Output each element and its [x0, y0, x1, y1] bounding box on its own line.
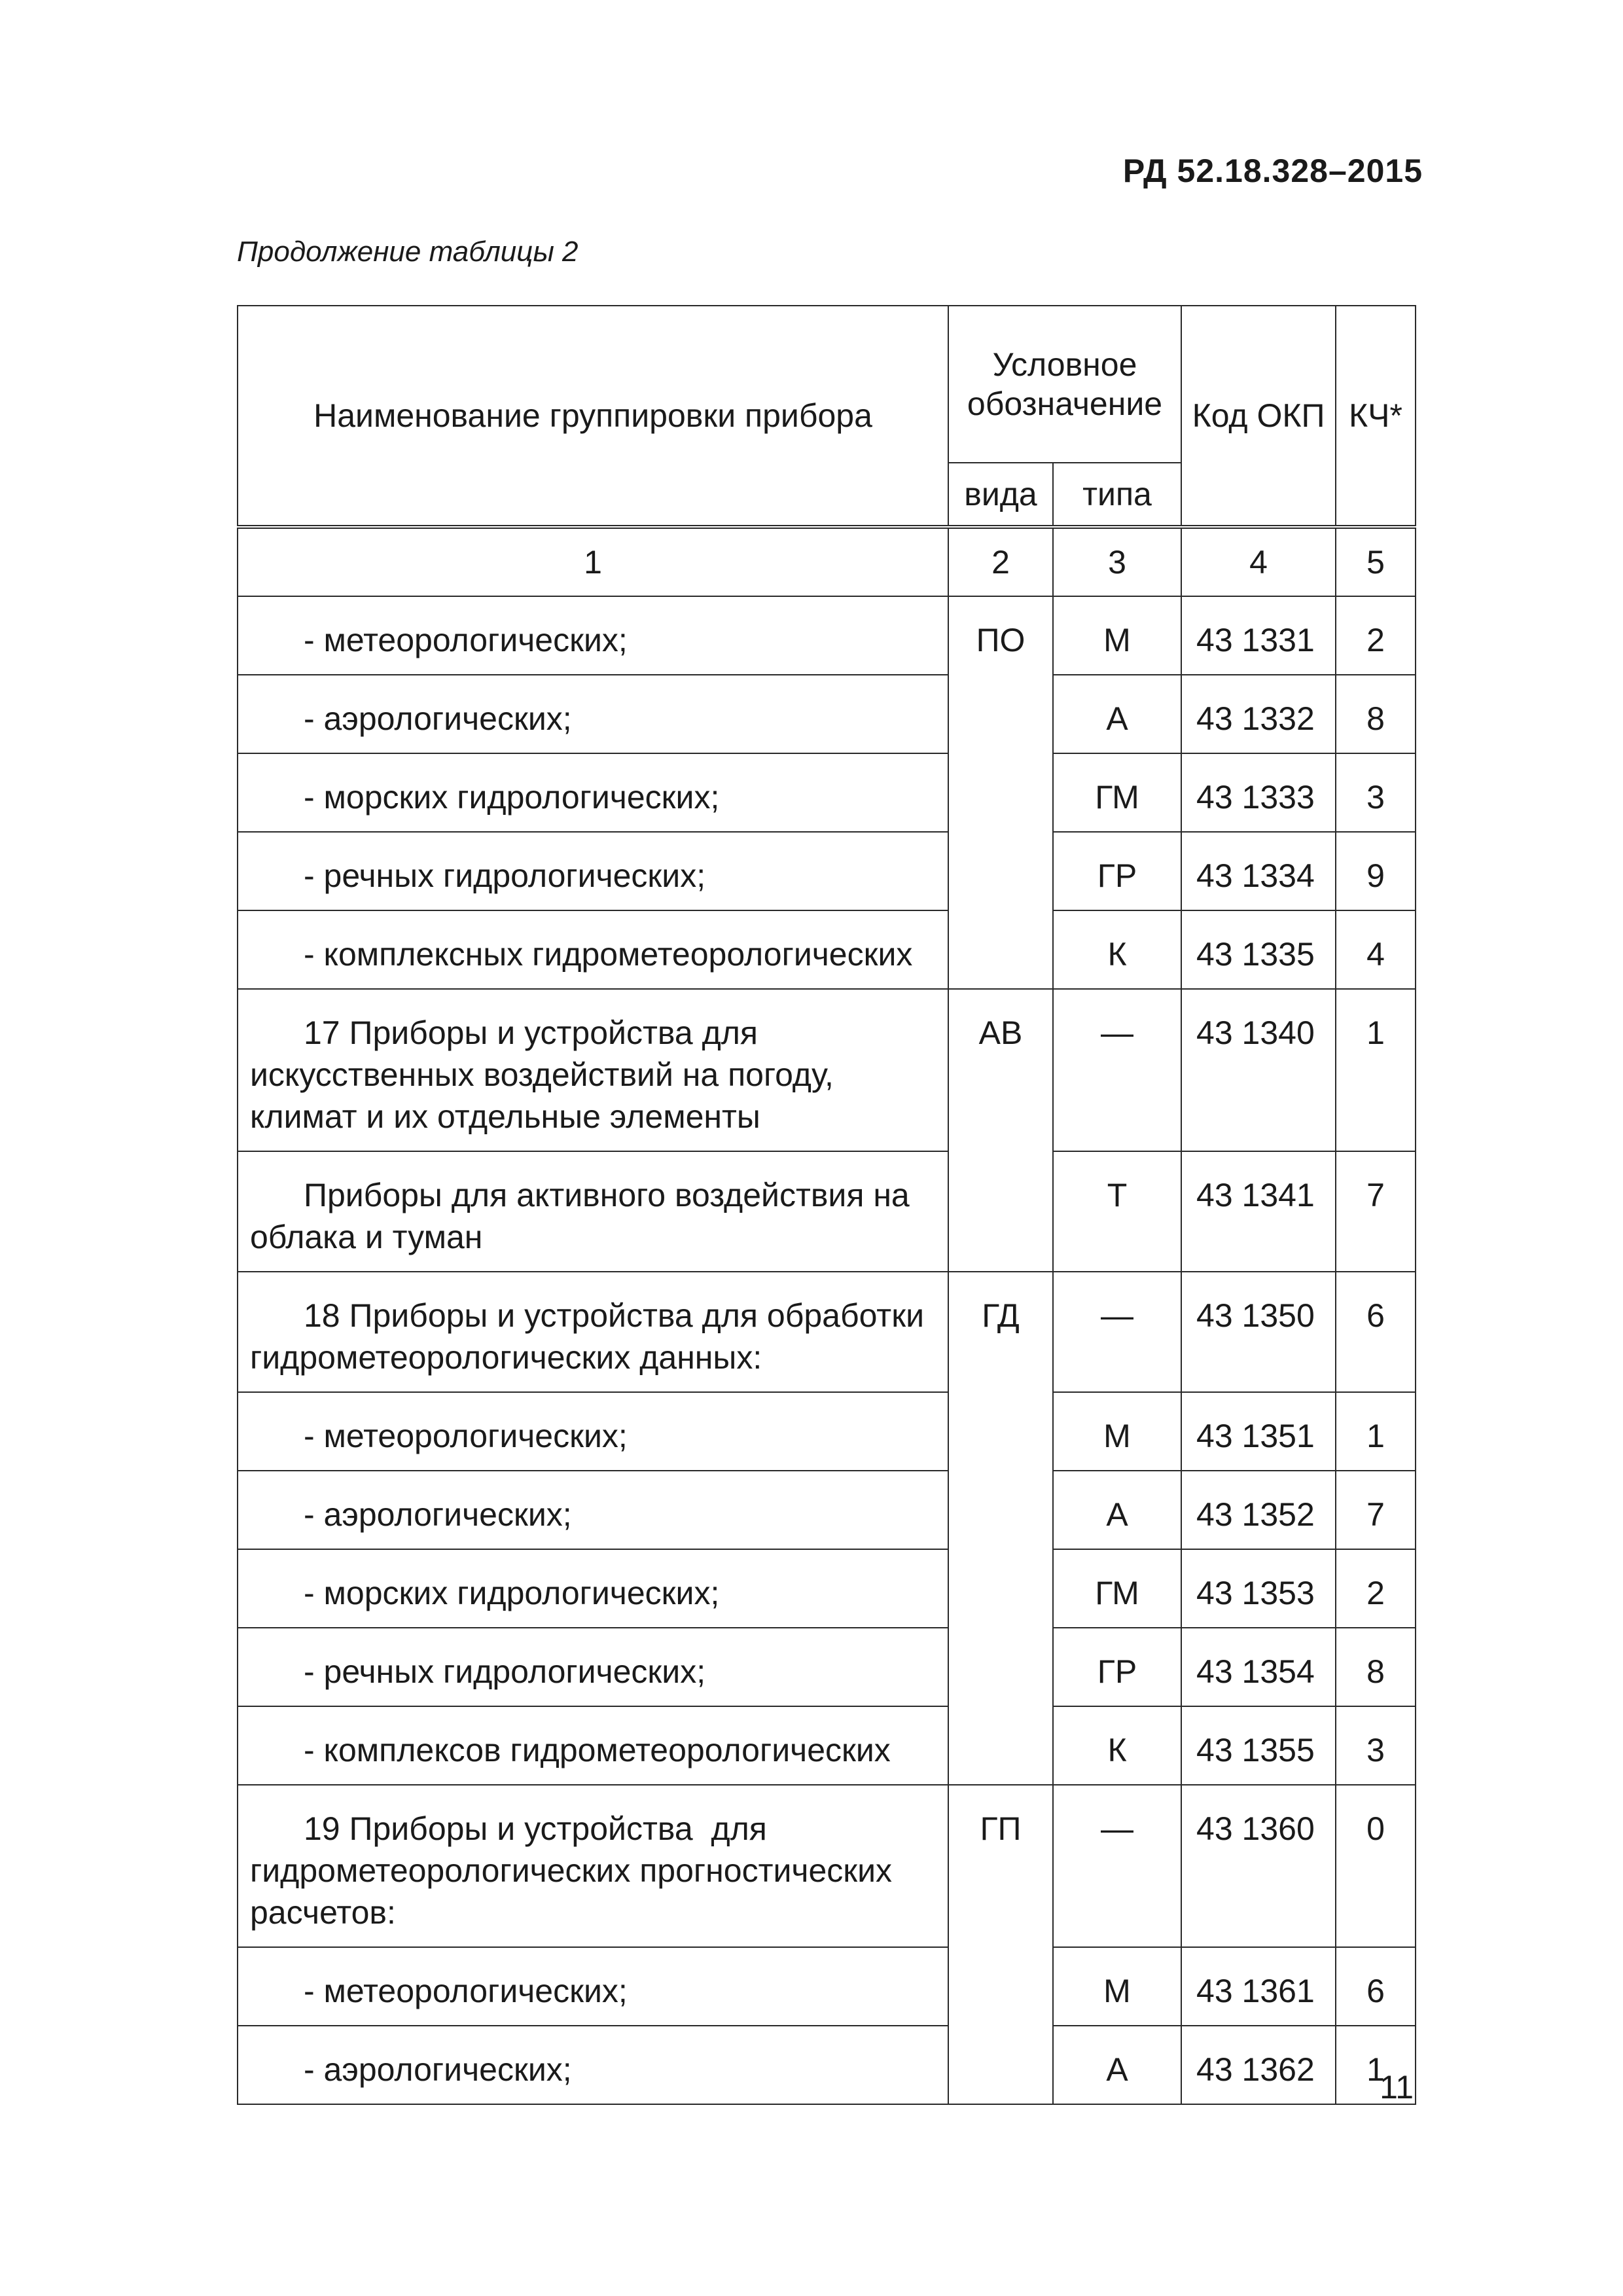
row-name: - аэрологических; — [238, 675, 948, 753]
row-kch: 8 — [1336, 1628, 1416, 1706]
row-okp: 43 1353 — [1181, 1549, 1336, 1628]
row-kch: 9 — [1336, 832, 1416, 910]
table-row — [238, 1272, 1416, 1392]
row-okp: 43 1331 — [1181, 596, 1336, 675]
row-kch: 6 — [1336, 1947, 1416, 2026]
row-okp: 43 1352 — [1181, 1471, 1336, 1549]
row-vida: АВ — [948, 989, 1053, 1272]
column-number: 5 — [1336, 527, 1416, 596]
row-okp: 43 1360 — [1181, 1785, 1336, 1947]
row-okp: 43 1332 — [1181, 675, 1336, 753]
table-row — [238, 1947, 1416, 2026]
table-row — [238, 753, 1416, 832]
row-tipa: М — [1053, 596, 1181, 675]
row-kch: 1 — [1336, 989, 1416, 1151]
row-name: - морских гидрологических; — [238, 1549, 948, 1628]
column-header-tipa: типа — [1053, 463, 1181, 527]
instrument-groups-table — [237, 305, 1416, 2105]
row-tipa: К — [1053, 1706, 1181, 1785]
table-continuation-caption: Продолжение таблицы 2 — [237, 236, 579, 268]
row-name: - метеорологических; — [238, 1947, 948, 2026]
row-kch: 3 — [1336, 753, 1416, 832]
row-tipa: К — [1053, 910, 1181, 989]
table-row — [238, 1549, 1416, 1628]
column-header-kch: КЧ* — [1336, 306, 1416, 527]
row-kch: 6 — [1336, 1272, 1416, 1392]
column-number: 4 — [1181, 527, 1336, 596]
table-row — [238, 989, 1416, 1151]
row-okp: 43 1350 — [1181, 1272, 1336, 1392]
row-name: 19 Приборы и устройства для гидрометеорологических прогностических расчетов: — [238, 1785, 948, 1947]
row-okp: 43 1333 — [1181, 753, 1336, 832]
row-kch: 7 — [1336, 1151, 1416, 1272]
table-row — [238, 675, 1416, 753]
row-tipa: ГР — [1053, 1628, 1181, 1706]
row-okp: 43 1355 — [1181, 1706, 1336, 1785]
row-name: - метеорологических; — [238, 1392, 948, 1471]
row-name: Приборы для активного воздействия на облака и туман — [238, 1151, 948, 1272]
table-row — [238, 1392, 1416, 1471]
table-row — [238, 596, 1416, 675]
row-tipa: А — [1053, 2026, 1181, 2104]
row-tipa: — — [1053, 989, 1181, 1151]
row-tipa: М — [1053, 1392, 1181, 1471]
table-row — [238, 1471, 1416, 1549]
row-kch: 8 — [1336, 675, 1416, 753]
table-row — [238, 1785, 1416, 1947]
table-row — [238, 1628, 1416, 1706]
column-header-vida: вида — [948, 463, 1053, 527]
document-code: РД 52.18.328–2015 — [1122, 152, 1423, 189]
row-kch: 1 — [1336, 1392, 1416, 1471]
table-row — [238, 832, 1416, 910]
row-kch: 3 — [1336, 1706, 1416, 1785]
row-name: 18 Приборы и устройства для обработки гидрометеорологических данных: — [238, 1272, 948, 1392]
row-kch: 4 — [1336, 910, 1416, 989]
row-okp: 43 1361 — [1181, 1947, 1336, 2026]
row-okp: 43 1354 — [1181, 1628, 1336, 1706]
row-okp: 43 1362 — [1181, 2026, 1336, 2104]
column-header-name: Наименование группировки прибора — [238, 306, 948, 527]
table-row — [238, 910, 1416, 989]
row-kch: 2 — [1336, 596, 1416, 675]
column-number: 2 — [948, 527, 1053, 596]
row-tipa: ГМ — [1053, 1549, 1181, 1628]
table-row — [238, 1706, 1416, 1785]
column-header-designation: Условное обозначение — [948, 306, 1181, 463]
table-row — [238, 2026, 1416, 2104]
column-header-okp: Код ОКП — [1181, 306, 1336, 527]
table-row — [238, 1151, 1416, 1272]
row-name: - речных гидрологических; — [238, 1628, 948, 1706]
row-tipa: ГМ — [1053, 753, 1181, 832]
row-kch: 2 — [1336, 1549, 1416, 1628]
row-tipa: — — [1053, 1785, 1181, 1947]
row-name: - аэрологических; — [238, 2026, 948, 2104]
column-number: 3 — [1053, 527, 1181, 596]
row-vida: ГД — [948, 1272, 1053, 1785]
row-okp: 43 1335 — [1181, 910, 1336, 989]
row-okp: 43 1351 — [1181, 1392, 1336, 1471]
row-okp: 43 1340 — [1181, 989, 1336, 1151]
row-kch: 7 — [1336, 1471, 1416, 1549]
row-kch: 1 — [1336, 2026, 1416, 2104]
row-tipa: А — [1053, 675, 1181, 753]
row-okp: 43 1341 — [1181, 1151, 1336, 1272]
row-okp: 43 1334 — [1181, 832, 1336, 910]
row-name: - аэрологических; — [238, 1471, 948, 1549]
row-vida: ГП — [948, 1785, 1053, 2104]
row-name: - комплексов гидрометеорологических — [238, 1706, 948, 1785]
row-tipa: — — [1053, 1272, 1181, 1392]
row-kch: 0 — [1336, 1785, 1416, 1947]
row-name: - комплексных гидрометеорологических — [238, 910, 948, 989]
row-tipa: М — [1053, 1947, 1181, 2026]
row-name: - морских гидрологических; — [238, 753, 948, 832]
table-header-row — [238, 306, 1416, 463]
page-number: 11 — [1380, 2069, 1414, 2106]
row-name: - метеорологических; — [238, 596, 948, 675]
row-tipa: Т — [1053, 1151, 1181, 1272]
column-number: 1 — [238, 527, 948, 596]
row-tipa: ГР — [1053, 832, 1181, 910]
row-vida: ПО — [948, 596, 1053, 989]
column-number-row — [238, 527, 1416, 596]
row-name: 17 Приборы и устройства для искусственных воздействий на погоду, климат и их отдельные элементы — [238, 989, 948, 1151]
row-tipa: А — [1053, 1471, 1181, 1549]
row-name: - речных гидрологических; — [238, 832, 948, 910]
